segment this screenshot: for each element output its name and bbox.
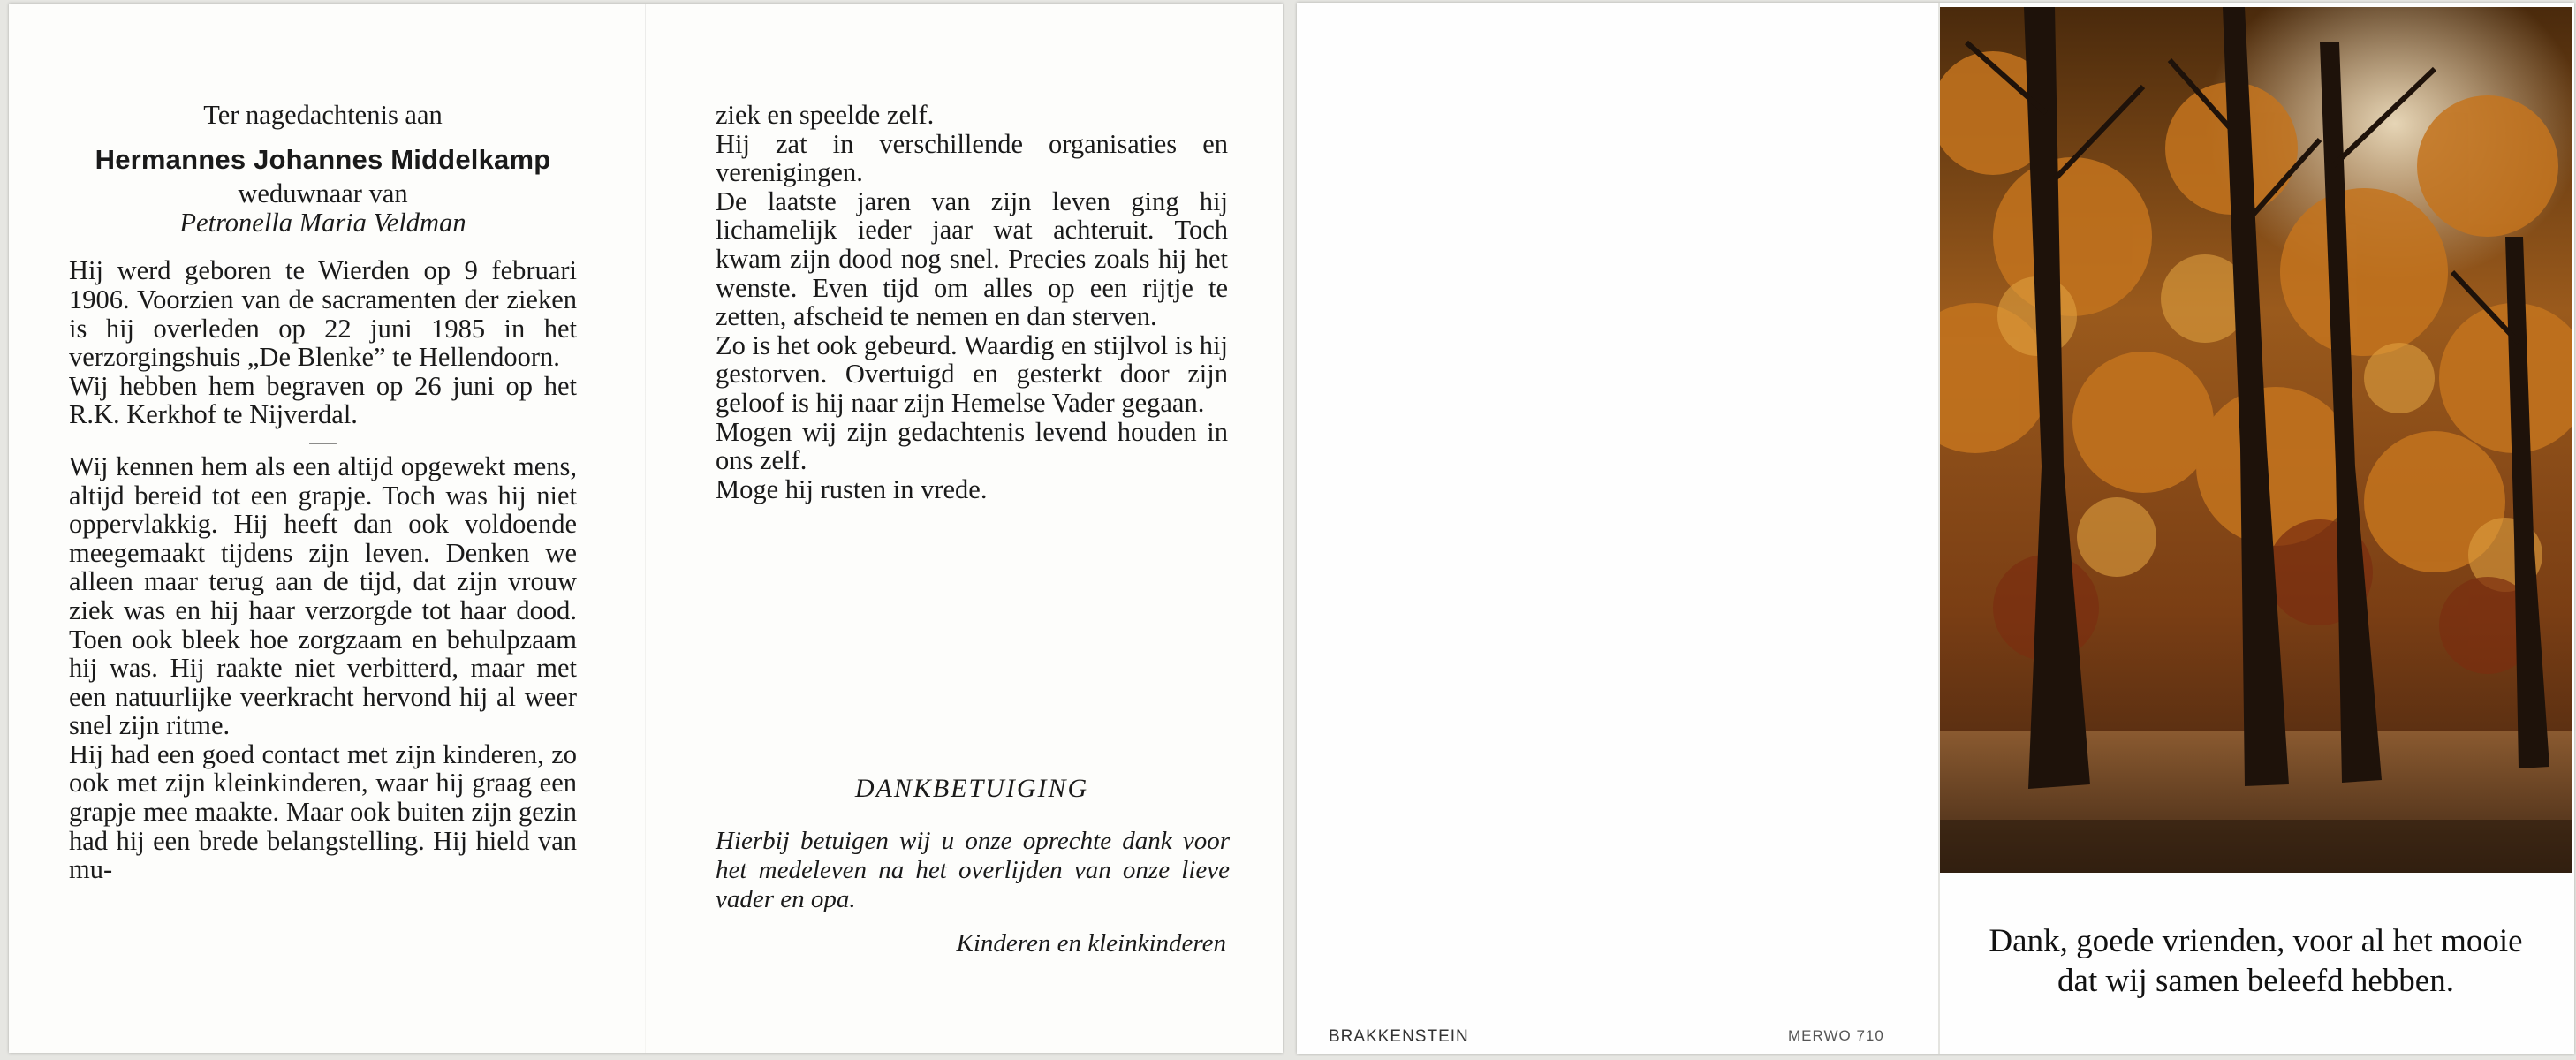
separator-dash: — bbox=[309, 425, 337, 456]
text-column-right bbox=[716, 101, 1228, 504]
continuation-paragraph-4: Zo is het ook gebeurd. Waardig en stijlvol is hij gestorven. Overtuigd en gesterkt door zijn geloof is hij naar zijn Hemelse Vader gegaan. bbox=[716, 329, 1228, 418]
memorial-card-inside bbox=[9, 4, 1283, 1053]
spouse-name: Petronella Maria Veldman bbox=[179, 207, 466, 238]
continuation-paragraph-3: De laatste jaren van zijn leven ging hij lichamelijk ieder jaar wat achteruit. Toch kwam zijn dood nog snel. Precies zoals hij het wenste. Even tijd om alles op een rijtje te zetten, afscheid te nemen en dan sterven. bbox=[716, 186, 1228, 332]
publisher-imprint: BRAKKENSTEIN bbox=[1329, 1027, 1469, 1046]
intro-line: Ter nagedachtenis aan bbox=[203, 100, 443, 130]
caption-line-1: Dank, goede vrienden, voor al het mooie bbox=[1989, 923, 2523, 959]
thanks-heading: DANKBETUIGING bbox=[854, 774, 1089, 803]
burial-paragraph: Wij hebben hem begraven op 26 juni op het R.K. Kerkhof te Nijverdal. bbox=[69, 370, 577, 430]
continuation-paragraph-2: Hij zat in verschillende organisaties en verenigingen. bbox=[716, 128, 1228, 188]
autumn-forest-photo bbox=[1940, 7, 2572, 873]
thanks-text: Hierbij betuigen wij u onze oprechte dank voor het medeleven na het overlijden van onze lieve vader en opa. bbox=[716, 827, 1230, 913]
remembrance-block bbox=[69, 452, 577, 884]
thanks-signature: Kinderen en kleinkinderen bbox=[956, 929, 1226, 958]
remembrance-paragraph-1: Wij kennen hem als een altijd opgewekt mens, altijd bereid tot een grapje. Toch was hij niet oppervlakkig. Hij heeft dan ook voldoende meegemaakt tijdens zijn leven. Denken we alleen maar terug aan de tijd, dat zijn vrouw ziek was en hij haar verzorgde tot haar dood. Toen ook bleek hoe zorgzaam en behulpzaam hij was. Hij raakte niet verbitterd, maar met een natuurlijke veerkracht hervond hij al weer snel zijn ritme. bbox=[69, 450, 577, 741]
remembrance-paragraph-2: Hij had een goed contact met zijn kinderen, zo ook met zijn kleinkinderen, waar hij graag een grapje mee maakte. Maar ook buiten zijn gezin had hij een brede belangstelling. Hij hield van mu- bbox=[69, 738, 577, 885]
birth-death-paragraph: Hij werd geboren te Wierden op 9 februari 1906. Voorzien van de sacramenten der zieken is hij overleden op 22 juni 1985 in het verzorgingshuis „De Blenke” te Hellendoorn. bbox=[69, 255, 577, 373]
fold-line bbox=[645, 4, 646, 1053]
caption-line-2: dat wij samen beleefd hebben. bbox=[2057, 963, 2454, 999]
continuation-paragraph-6: Moge hij rusten in vrede. bbox=[716, 473, 988, 504]
deceased-name: Hermannes Johannes Middelkamp bbox=[95, 143, 551, 175]
relation-line: weduwnaar van bbox=[238, 178, 408, 209]
continuation-paragraph-1: ziek en speelde zelf. bbox=[716, 100, 935, 130]
text-column-left bbox=[69, 101, 577, 884]
memorial-card-outside bbox=[1297, 3, 2574, 1054]
product-code: MERWO 710 bbox=[1788, 1027, 1884, 1044]
continuation-paragraph-5: Mogen wij zijn gedachtenis levend houden in ons zelf. bbox=[716, 416, 1228, 476]
forest-illustration bbox=[1940, 7, 2572, 873]
biography-block bbox=[69, 256, 577, 429]
photo-caption bbox=[1940, 921, 2572, 1001]
